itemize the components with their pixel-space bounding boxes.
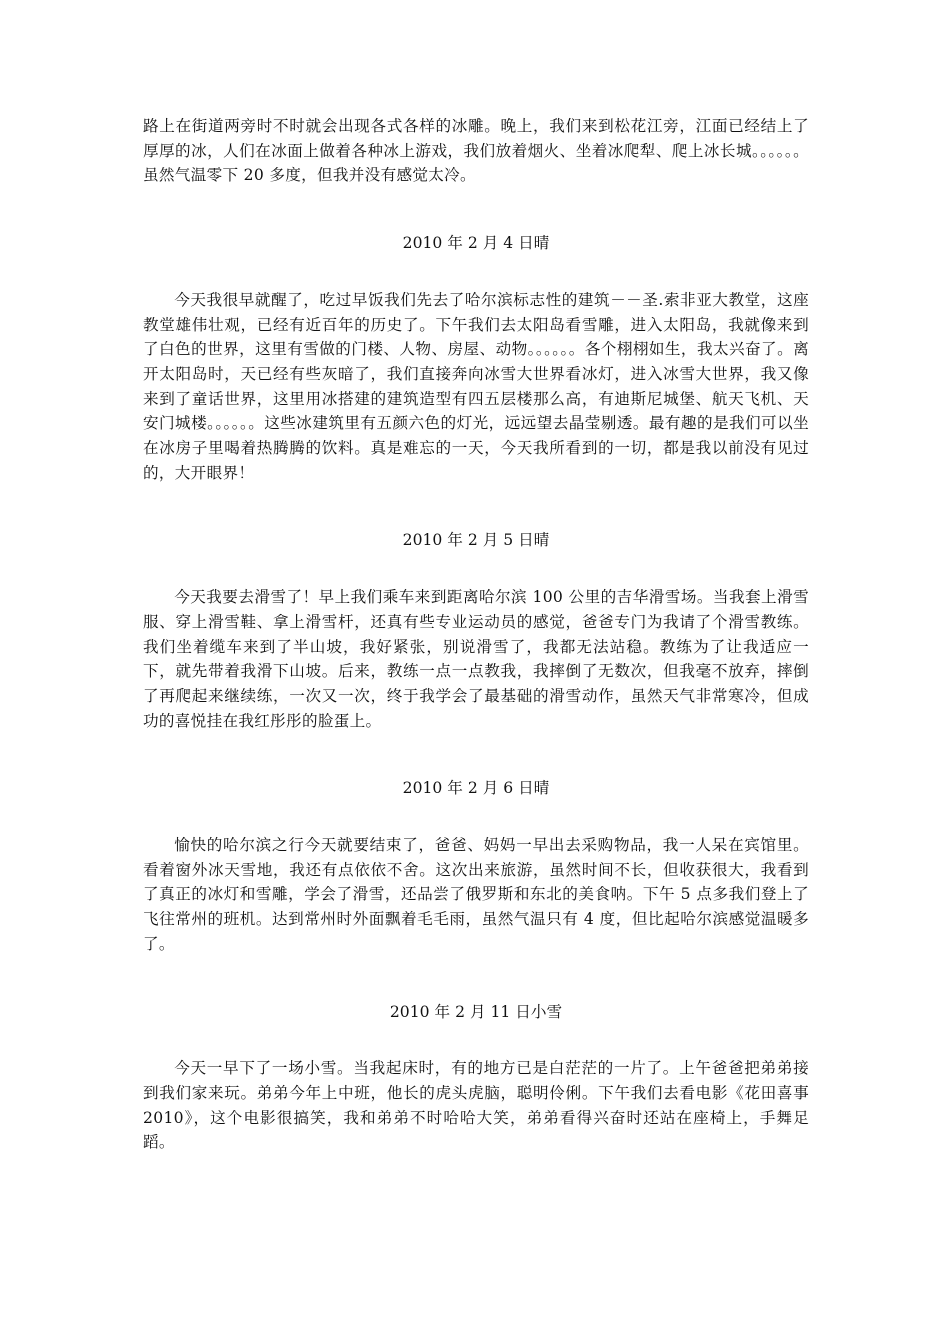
spacer — [143, 801, 809, 833]
entry-paragraph: 今天我要去滑雪了！早上我们乘车来到距离哈尔滨 100 公里的吉华滑雪场。当我套上滑雪服、穿上滑雪鞋、拿上滑雪杆，还真有些专业运动员的感觉，爸爸专门为我请了个滑雪教练。我们坐着缆车来到了半山坡，我好紧张，别说滑雪了，我都无法站稳。教练为了让我适应一下，就先带着我滑下山坡。后来，教练一点一点教我，我摔倒了无数次，但我毫不放弃，摔倒了再爬起来继续练，一次又一次，终于我学会了最基础的滑雪动作，虽然天气非常寒冷，但成功的喜悦挂在我红彤彤的脸蛋上。 — [143, 588, 809, 730]
intro-paragraph: 路上在街道两旁时不时就会出现各式各样的冰雕。晚上，我们来到松花江旁，江面已经结上了厚厚的冰，人们在冰面上做着各种冰上游戏，我们放着烟火、坐着冰爬犁、爬上冰长城。。。。。。虽然气温零下 20 多度，但我并没有感觉太冷。 — [143, 117, 809, 185]
entry-paragraph: 今天我很早就醒了，吃过早饭我们先去了哈尔滨标志性的建筑－－圣.索非亚大教堂，这座教堂雄伟壮观，已经有近百年的历史了。下午我们去太阳岛看雪雕，进入太阳岛，我就像来到了白色的世界，这里有雪做的门楼、人物、房屋、动物。。。。。。各个栩栩如生，我太兴奋了。离开太阳岛时，天已经有些灰暗了，我们直接奔向冰雪大世界看冰灯，进入冰雪大世界，我又像来到了童话世界，这里用冰搭建的建筑造型有四五层楼那么高，有迪斯尼城堡、航天飞机、天安门城楼。。。。。。这些冰建筑里有五颜六色的灯光，远远望去晶莹剔透。最有趣的是我们可以坐在冰房子里喝着热腾腾的饮料。真是难忘的一天，今天我所看到的一切，都是我以前没有见过的，大开眼界！ — [143, 290, 809, 482]
spacer — [143, 485, 809, 528]
entry-date: 2010 年 2 月 5 日晴 — [402, 531, 550, 550]
entry-date: 2010 年 2 月 4 日晴 — [402, 234, 550, 253]
spacer — [143, 733, 809, 776]
entry-paragraph: 今天一早下了一场小雪。当我起床时，有的地方已是白茫茫的一片了。上午爸爸把弟弟接到我们家来玩。弟弟今年上中班，他长的虎头虎脑，聪明伶俐。下午我们去看电影《花田喜事 2010》，这个电影很搞笑，我和弟弟不时哈哈大笑，弟弟看得兴奋时还站在座椅上，手舞足蹈。 — [143, 1059, 809, 1152]
spacer — [143, 1024, 809, 1056]
entry-date: 2010 年 2 月 6 日晴 — [402, 779, 550, 798]
entry-date: 2010 年 2 月 11 日小雪 — [389, 1002, 563, 1021]
spacer — [143, 957, 809, 1000]
document-page — [143, 114, 809, 1155]
spacer — [143, 553, 809, 585]
entry-paragraph: 愉快的哈尔滨之行今天就要结束了，爸爸、妈妈一早出去采购物品，我一人呆在宾馆里。看着窗外冰天雪地，我还有点依依不舍。这次出来旅游，虽然时间不长，但收获很大，我看到了真正的冰灯和雪雕，学会了滑雪，还品尝了俄罗斯和东北的美食呐。下午 5 点多我们登上了飞往常州的班机。达到常州时外面飘着毛毛雨，虽然气温只有 4 度，但比起哈尔滨感觉温暖多了。 — [143, 836, 809, 953]
spacer — [143, 188, 809, 231]
spacer — [143, 256, 809, 288]
